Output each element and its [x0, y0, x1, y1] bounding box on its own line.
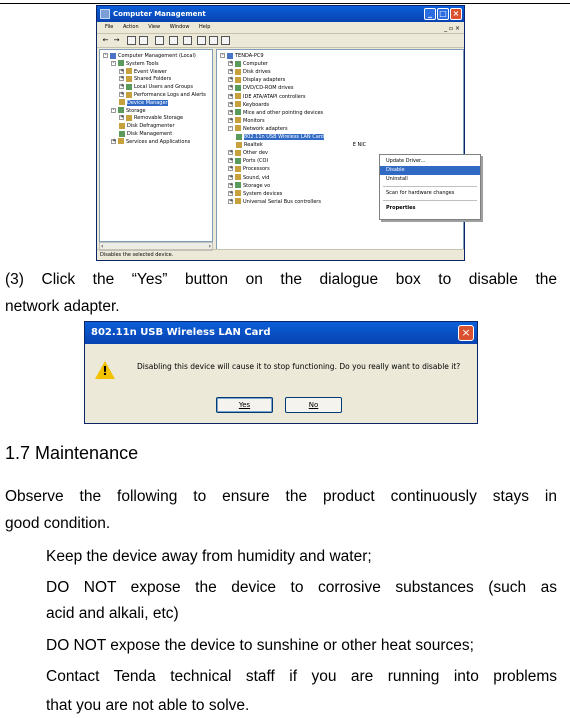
collapse-icon[interactable]: - — [221, 52, 224, 58]
tree-node-icon — [235, 77, 241, 83]
menu-separator — [383, 200, 477, 201]
menu-help[interactable]: Help — [199, 24, 211, 30]
tree-item-label: Universal Serial Bus controllers — [243, 198, 321, 205]
window-titlebar — [97, 6, 464, 22]
expand-icon[interactable]: + — [229, 68, 234, 75]
tree-item-label: Ports (COI — [243, 158, 268, 165]
maintenance-item-4-line2: that you are not able to solve. — [46, 697, 250, 714]
tree-item[interactable] — [228, 101, 269, 109]
tree-node-icon — [118, 138, 124, 144]
forward-arrow-icon[interactable]: → — [113, 36, 120, 44]
tree-item-label: Services and Applications — [126, 138, 191, 145]
top-rule — [0, 3, 570, 4]
tree-item[interactable] — [119, 83, 193, 91]
dialog-message: Disabling this device will cause it to stop functioning. Do you really want to disable it? — [137, 362, 461, 371]
yes-button[interactable]: Yes — [216, 397, 273, 413]
expand-icon[interactable]: + — [229, 60, 234, 67]
menu-separator — [383, 186, 477, 187]
tree-item[interactable] — [228, 198, 321, 206]
scan-icon[interactable] — [209, 36, 218, 45]
tree-node-icon — [235, 69, 241, 75]
expand-icon[interactable]: + — [229, 197, 234, 204]
tree-item-label: Event Viewer — [134, 68, 167, 75]
menu-window[interactable]: Window — [169, 24, 190, 30]
tree-item[interactable] — [228, 76, 285, 84]
scroll-right-icon[interactable]: › — [208, 243, 211, 250]
device-icon[interactable] — [221, 36, 230, 45]
tree-item-label: Storage — [126, 107, 146, 114]
tree-item[interactable] — [111, 107, 146, 115]
tree-item[interactable] — [111, 138, 190, 146]
tree-node-icon — [235, 182, 241, 188]
maximize-button[interactable]: □ — [437, 8, 449, 20]
tree-node-icon — [126, 84, 132, 90]
tree-node-icon — [235, 85, 241, 91]
tree-item[interactable] — [228, 84, 293, 92]
tree-item-label: Shared Folders — [134, 76, 172, 83]
tree-item[interactable] — [228, 190, 282, 198]
minimize-button[interactable]: _ — [424, 8, 436, 20]
tree-item[interactable] — [228, 165, 270, 173]
tree-item-label: Computer — [243, 61, 268, 68]
help-icon[interactable] — [183, 36, 192, 45]
back-arrow-icon[interactable]: ← — [102, 36, 109, 44]
tree-item[interactable] — [119, 114, 183, 122]
tree-node-icon — [236, 134, 242, 140]
expand-icon[interactable]: + — [229, 108, 234, 115]
tree-node-icon — [235, 117, 241, 123]
tree-item[interactable] — [228, 60, 268, 68]
expand-icon[interactable]: + — [120, 75, 125, 82]
tree-item-label: Monitors — [243, 117, 265, 124]
tree-item-label: Mice and other pointing devices — [243, 109, 324, 116]
expand-icon[interactable]: + — [229, 149, 234, 156]
expand-icon[interactable]: + — [229, 92, 234, 99]
tree-item-label: Performance Logs and Alerts — [134, 92, 206, 98]
tree-item-label: System Tools — [126, 60, 159, 67]
computer-management-icon — [100, 9, 110, 19]
computer-management-window — [96, 5, 465, 261]
maintenance-item-2-line2: acid and alkali, etc) — [46, 605, 179, 622]
intro-line1: Observe the following to ensure the product continuously stays in — [5, 488, 557, 505]
print-icon[interactable] — [197, 36, 206, 45]
tree-item[interactable] — [119, 91, 206, 99]
tree-node-icon — [119, 99, 125, 105]
section-heading: 1.7 Maintenance — [5, 443, 139, 463]
tree-item-label: Computer Management (Local) — [118, 53, 196, 59]
expand-icon[interactable]: + — [229, 84, 234, 91]
tree-item-label: Storage vo — [243, 182, 271, 189]
collapse-icon[interactable]: - — [112, 59, 115, 66]
tree-node-icon — [126, 92, 132, 98]
tree-item-label: Removable Storage — [134, 115, 184, 122]
tree-item-label: Disk Management — [127, 131, 173, 137]
tree-item[interactable] — [119, 68, 167, 76]
expand-icon[interactable]: + — [229, 189, 234, 196]
tree-node-icon — [126, 68, 132, 74]
expand-icon[interactable]: + — [229, 181, 234, 188]
tree-item-label: TENDA-PC9 — [235, 53, 264, 59]
tree-item[interactable] — [236, 141, 366, 149]
window-title: Computer Management — [113, 10, 206, 18]
tree-item-label: Disk drives — [243, 69, 271, 76]
close-button[interactable]: × — [450, 8, 462, 20]
expand-icon[interactable]: + — [229, 116, 234, 123]
tree-item-label: Keyboards — [243, 101, 270, 108]
disable-device-dialog — [84, 321, 478, 424]
expand-icon[interactable]: + — [120, 91, 125, 97]
tree-item[interactable] — [228, 174, 269, 182]
collapse-icon[interactable]: - — [229, 124, 232, 131]
status-bar: Disables the selected device. — [97, 249, 464, 260]
tree-node-icon — [126, 115, 132, 121]
tree-node-icon — [235, 61, 241, 67]
menu-item-properties[interactable]: Properties — [386, 205, 416, 211]
tree-item-label: Display adapters — [243, 77, 286, 84]
tree-node-icon — [118, 107, 124, 113]
tree-node-icon — [119, 123, 125, 129]
tree-node-icon — [110, 53, 116, 59]
menu-item-scan-hardware[interactable]: Scan for hardware changes — [386, 190, 455, 196]
tree-node-icon — [235, 101, 241, 107]
tree-item-label: DVD/CD-ROM drives — [243, 85, 294, 92]
maintenance-item-3: DO NOT expose the device to sunshine or other heat sources; — [46, 637, 474, 654]
tree-item[interactable] — [228, 117, 265, 125]
scroll-left-icon[interactable]: ‹ — [101, 243, 104, 250]
tree-item-label: Other dev — [243, 150, 268, 157]
tree-item-label: Local Users and Groups — [134, 84, 193, 91]
tree-item[interactable] — [220, 52, 264, 60]
mdi-controls[interactable]: _ ▫ × — [444, 25, 460, 32]
menu-item-disable[interactable]: Disable — [380, 166, 480, 175]
dialog-title: 802.11n USB Wireless LAN Card — [85, 322, 477, 344]
expand-icon[interactable]: + — [229, 157, 234, 164]
expand-icon[interactable]: + — [229, 173, 234, 180]
maintenance-item-1: Keep the device away from humidity and water; — [46, 548, 372, 565]
tree-item-label: System devices — [243, 190, 283, 197]
maintenance-item-2-line1: DO NOT expose the device to corrosive substances (such as — [46, 579, 557, 596]
tree-item[interactable] — [119, 130, 172, 138]
show-hide-tree-icon[interactable] — [139, 36, 148, 45]
tree-node-icon — [119, 131, 125, 137]
tree-node-icon — [235, 166, 241, 172]
tree-item-label: Network adapters — [243, 125, 288, 132]
tree-item[interactable] — [228, 157, 268, 165]
tree-node-icon — [235, 198, 241, 204]
tree-item[interactable] — [236, 133, 324, 141]
no-button[interactable]: No — [285, 397, 342, 413]
menu-view[interactable]: View — [148, 24, 161, 30]
tree-item[interactable] — [228, 182, 270, 190]
tree-item[interactable] — [228, 125, 288, 133]
intro-line2: good condition. — [5, 515, 111, 532]
expand-icon[interactable]: + — [229, 100, 234, 107]
tree-node-icon — [235, 158, 241, 164]
tree-item[interactable] — [228, 149, 268, 157]
menu-file[interactable]: File — [105, 24, 114, 30]
tree-item-label: 802.11n USB Wireless LAN Card — [244, 134, 324, 140]
console-tree — [99, 49, 213, 242]
menu-item-update-driver[interactable]: Update Driver... — [386, 158, 426, 164]
dialog-close-button[interactable]: × — [458, 325, 474, 341]
tree-item-label: IDE ATA/ATAPI controllers — [243, 93, 306, 100]
expand-icon[interactable]: + — [120, 67, 125, 74]
tree-node-icon — [236, 142, 242, 148]
toolbar — [97, 34, 464, 48]
tree-item[interactable] — [228, 93, 306, 101]
tree-item-label: Device Manager — [127, 99, 168, 106]
tree-item[interactable] — [119, 99, 168, 107]
collapse-icon[interactable]: - — [112, 106, 115, 113]
collapse-icon[interactable]: - — [104, 52, 107, 58]
tree-item[interactable] — [119, 122, 175, 130]
tree-item-label: Realtek — [244, 142, 263, 149]
tree-item-label: Processors — [243, 166, 270, 173]
tree-node-icon — [126, 76, 132, 82]
step3-line2: network adapter. — [5, 298, 120, 315]
tree-node-icon — [118, 60, 124, 66]
step3-line1: (3) Click the “Yes” button on the dialogue box to disable the — [5, 271, 557, 288]
menu-item-uninstall[interactable]: Uninstall — [386, 176, 408, 182]
tree-item[interactable] — [228, 68, 271, 76]
tree-item[interactable] — [111, 60, 159, 68]
warning-mark: ! — [102, 364, 108, 378]
tree-item[interactable] — [119, 75, 171, 83]
tree-node-icon — [235, 125, 241, 131]
properties-icon[interactable] — [169, 36, 178, 45]
tree-item-label: Sound, vid — [243, 174, 270, 181]
tree-item[interactable] — [103, 52, 196, 60]
menu-bar — [97, 22, 464, 34]
tree-node-icon — [235, 109, 241, 115]
maintenance-item-4-line1: Contact Tenda technical staff if you are running into problems — [46, 668, 557, 685]
tree-node-icon — [235, 150, 241, 156]
tree-node-icon — [227, 53, 233, 59]
tree-node-icon — [235, 190, 241, 196]
context-menu — [379, 154, 481, 220]
menu-action[interactable]: Action — [122, 24, 139, 30]
expand-icon[interactable]: + — [229, 76, 234, 83]
export-icon[interactable] — [155, 36, 164, 45]
expand-icon[interactable]: + — [112, 137, 117, 144]
up-icon[interactable] — [127, 36, 136, 45]
tree-item-label-suffix: E NIC — [352, 142, 367, 149]
tree-node-icon — [235, 93, 241, 99]
expand-icon[interactable]: + — [229, 165, 234, 172]
expand-icon[interactable]: + — [120, 114, 125, 121]
tree-node-icon — [235, 174, 241, 180]
tree-item[interactable] — [228, 109, 323, 117]
expand-icon[interactable]: + — [120, 83, 125, 90]
tree-item-label: Disk Defragmenter — [127, 123, 175, 130]
